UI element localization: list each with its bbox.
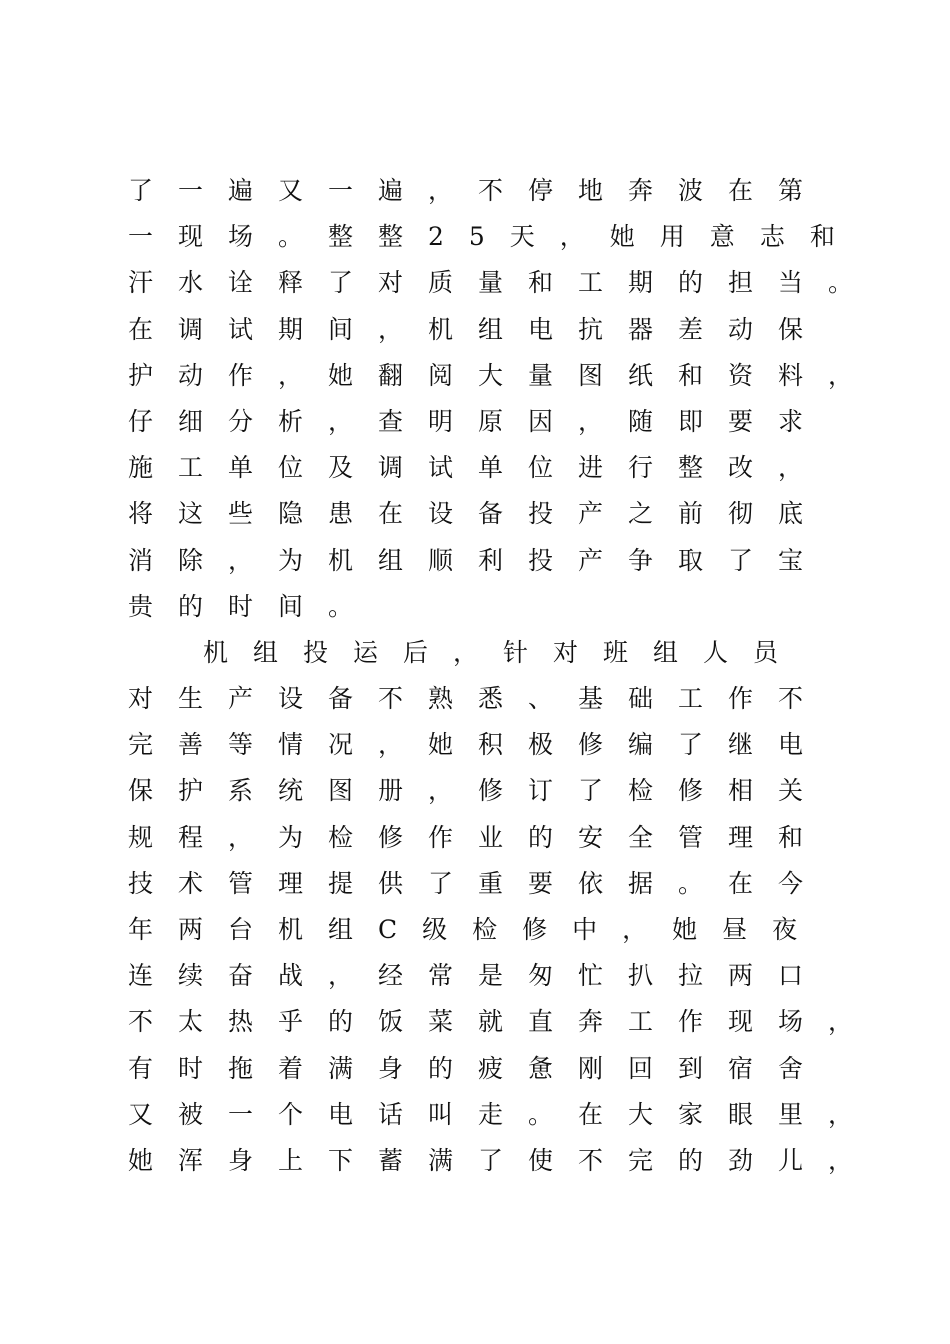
text-line: 有时拖着满身的疲惫刚回到宿舍	[128, 1053, 829, 1083]
text-line: 护动作，她翻阅大量图纸和资料，	[128, 360, 879, 390]
text-line: 年两台机组C级检修中，她昼夜	[128, 915, 823, 944]
text-line: 不太热乎的饭菜就直奔工作现场，	[128, 1007, 879, 1037]
text-line: 汗水诠释了对质量和工期的担当。	[128, 268, 879, 298]
text-line: 技术管理提供了重要依据。在今	[128, 868, 829, 898]
text-line: 施工单位及调试单位进行整改，	[128, 453, 829, 483]
paragraph-start-line: 机组投运后，针对班组人员	[203, 637, 804, 667]
text-line: 将这些隐患在设备投产之前彻底	[128, 499, 829, 529]
body-text	[128, 168, 879, 1184]
text-line: 她浑身上下蓄满了使不完的劲儿，	[128, 1145, 879, 1175]
text-line: 仔细分析，查明原因，随即要求	[128, 406, 829, 436]
text-line: 贵的时间。	[128, 591, 379, 621]
text-line: 对生产设备不熟悉、基础工作不	[128, 684, 829, 714]
text-line: 又被一个电话叫走。在大家眼里，	[128, 1099, 879, 1129]
text-line: 连续奋战，经常是匆忙扒拉两口	[128, 961, 829, 991]
text-line: 保护系统图册，修订了检修相关	[128, 776, 829, 806]
text-line: 在调试期间，机组电抗器差动保	[128, 314, 829, 344]
text-line: 完善等情况，她积极修编了继电	[128, 730, 829, 760]
text-line: 一现场。整整25天，她用意志和	[128, 222, 860, 252]
text-line: 了一遍又一遍，不停地奔波在第	[128, 176, 829, 205]
text-line: 规程，为检修作业的安全管理和	[128, 822, 829, 852]
text-line: 消除，为机组顺利投产争取了宝	[128, 545, 829, 575]
